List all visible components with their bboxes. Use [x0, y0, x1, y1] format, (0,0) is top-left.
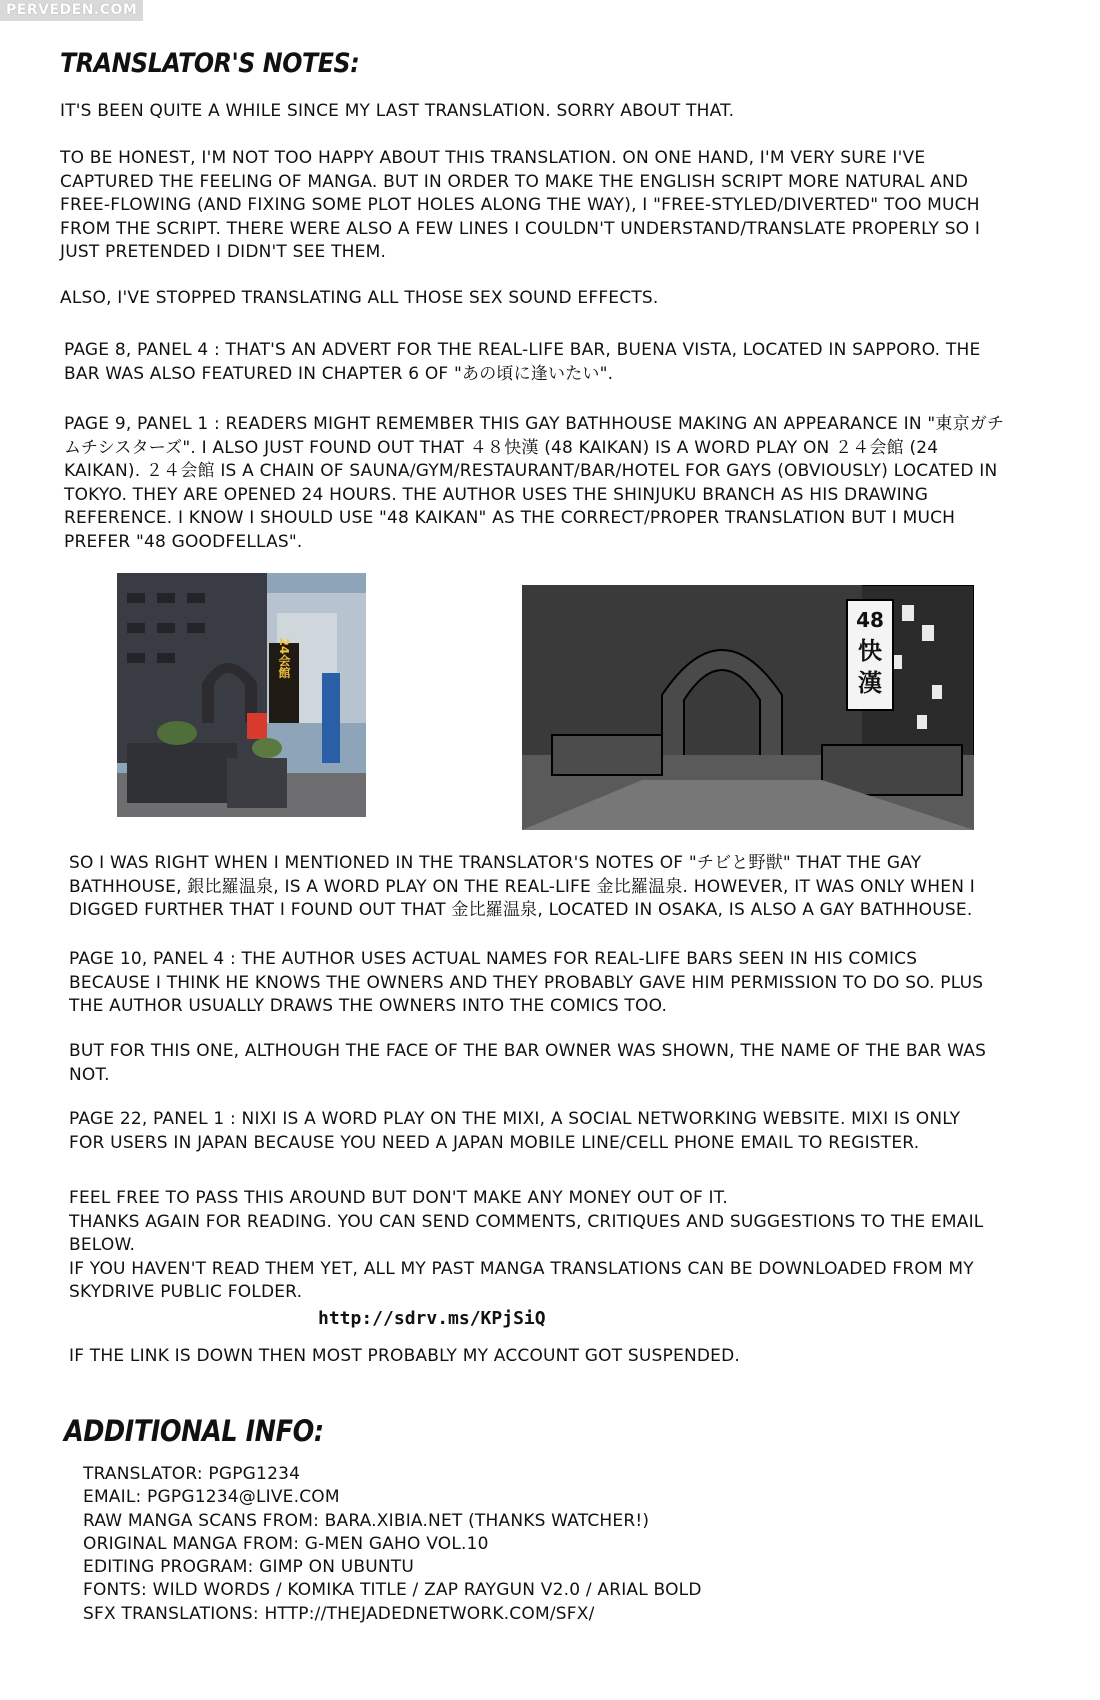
note-link-down: IF THE LINK IS DOWN THEN MOST PROBABLY MY ACCOUNT GOT SUSPENDED.	[69, 1346, 740, 1366]
manga-sign-char2: 漢	[858, 669, 882, 697]
additional-info-heading: ADDITIONAL INFO:	[64, 1414, 324, 1448]
site-watermark: PERVEDEN.COM	[0, 0, 143, 21]
manga-panel-illustration	[522, 585, 974, 830]
note-bar-name: BUT FOR THIS ONE, ALTHOUGH THE FACE OF THE BAR OWNER WAS SHOWN, THE NAME OF THE BAR WAS NOT.	[69, 1041, 987, 1085]
info-fonts: FONTS: WILD WORDS / KOMIKA TITLE / ZAP RAYGUN V2.0 / ARIAL BOLD	[83, 1580, 702, 1601]
bathhouse-photo	[117, 573, 366, 817]
manga-sign-char1: 快	[858, 637, 882, 665]
info-email: EMAIL: PGPG1234@LIVE.COM	[83, 1487, 340, 1508]
note-paragraph-honest: TO BE HONEST, I'M NOT TOO HAPPY ABOUT THIS TRANSLATION. ON ONE HAND, I'M VERY SURE I'VE CAPTURED THE FEELING OF MANGA. BUT IN ORDER TO MAKE THE ENGLISH SCRIPT MORE NATURAL AND FREE-FLOWING (AND FIXING SOME PLOT HOLES ALONG THE WAY), I "FREE-STYLED/DIVERTED" TOO MUCH FROM THE SCRIPT. THERE WERE ALSO A FEW LINES I COULDN'T UNDERSTAND/TRANSLATE PROPERLY SO I JUST PRETENDED I DIDN'T SEE THEM.	[60, 148, 981, 262]
manga-sign-48: 48	[856, 608, 884, 632]
info-sfx-translations: SFX TRANSLATIONS: HTTP://THEJADEDNETWORK.COM/SFX/	[83, 1603, 595, 1624]
photo-sign-text: 24会館	[277, 637, 291, 679]
note-paragraph-intro: IT'S BEEN QUITE A WHILE SINCE MY LAST TRANSLATION. SORRY ABOUT THAT.	[60, 101, 735, 121]
skydrive-link[interactable]: http://sdrv.ms/KPjSiQ	[318, 1308, 546, 1329]
note-page22: PAGE 22, PANEL 1 : NIXI IS A WORD PLAY ON THE MIXI, A SOCIAL NETWORKING WEBSITE. MIXI IS ONLY FOR USERS IN JAPAN BECAUSE YOU NEED A JAPAN MOBILE LINE/CELL PHONE EMAIL TO REGISTER.	[69, 1109, 961, 1153]
note-page9: PAGE 9, PANEL 1 : READERS MIGHT REMEMBER THIS GAY BATHHOUSE MAKING AN APPEARANCE IN "東京ガチ ムチシスターズ". I ALSO JUST FOUND OUT THAT ４８快漢 (48 KAIKAN) IS A WORD PLAY ON ２４会館 (24 KAIKAN). ２４会館 IS A CHAIN OF SAUNA/GYM/RESTAURANT/BAR/HOTEL FOR GAYS (OBVIOUSLY) LOCATED IN TOKYO. THEY ARE OPENED 24 HOURS. THE AUTHOR USES THE SHINJUKU BRANCH AS HIS DRAWING REFERENCE. I KNOW I SHOULD USE "48 KAIKAN" AS THE CORRECT/PROPER TRANSLATION BUT I MUCH PREFER "48 GOODFELLAS".	[64, 414, 1005, 552]
note-bathhouse: SO I WAS RIGHT WHEN I MENTIONED IN THE TRANSLATOR'S NOTES OF "チビと野獣" THAT THE GAY BATHHOUSE, 銀比羅温泉, IS A WORD PLAY ON THE REAL-LIFE 金比羅温泉. HOWEVER, IT WAS ONLY WHEN I DIGGED FURTHER THAT I FOUND OUT THAT 金比羅温泉, LOCATED IN OSAKA, IS ALSO A GAY BATHHOUSE.	[69, 853, 975, 920]
additional-info-list	[83, 1463, 702, 1626]
info-editing-program: EDITING PROGRAM: GIMP ON UBUNTU	[83, 1557, 415, 1578]
info-original-manga: ORIGINAL MANGA FROM: G-MEN GAHO VOL.10	[83, 1533, 489, 1554]
note-page8: PAGE 8, PANEL 4 : THAT'S AN ADVERT FOR THE REAL-LIFE BAR, BUENA VISTA, LOCATED IN SAPPORO. THE BAR WAS ALSO FEATURED IN CHAPTER 6 OF "あの頃に逢いたい".	[64, 340, 981, 384]
translators-notes-heading: TRANSLATOR'S NOTES:	[60, 48, 360, 79]
info-raw-scans: RAW MANGA SCANS FROM: BARA.XIBIA.NET (THANKS WATCHER!)	[83, 1510, 650, 1531]
info-translator: TRANSLATOR: PGPG1234	[83, 1464, 301, 1484]
note-page10: PAGE 10, PANEL 4 : THE AUTHOR USES ACTUAL NAMES FOR REAL-LIFE BARS SEEN IN HIS COMICS BECAUSE I THINK HE KNOWS THE OWNERS AND THEY PROBABLY GAVE HIM PERMISSION TO DO SO. PLUS THE AUTHOR USUALLY DRAWS THE OWNERS INTO THE COMICS TOO.	[69, 949, 984, 1016]
note-paragraph-sfx: ALSO, I'VE STOPPED TRANSLATING ALL THOSE SEX SOUND EFFECTS.	[60, 288, 659, 308]
note-closing: FEEL FREE TO PASS THIS AROUND BUT DON'T MAKE ANY MONEY OUT OF IT. THANKS AGAIN FOR READING. YOU CAN SEND COMMENTS, CRITIQUES AND SUGGESTIONS TO THE EMAIL BELOW. IF YOU HAVEN'T READ THEM YET, ALL MY PAST MANGA TRANSLATIONS CAN BE DOWNLOADED FROM MY SKYDRIVE PUBLIC FOLDER.	[69, 1188, 984, 1302]
